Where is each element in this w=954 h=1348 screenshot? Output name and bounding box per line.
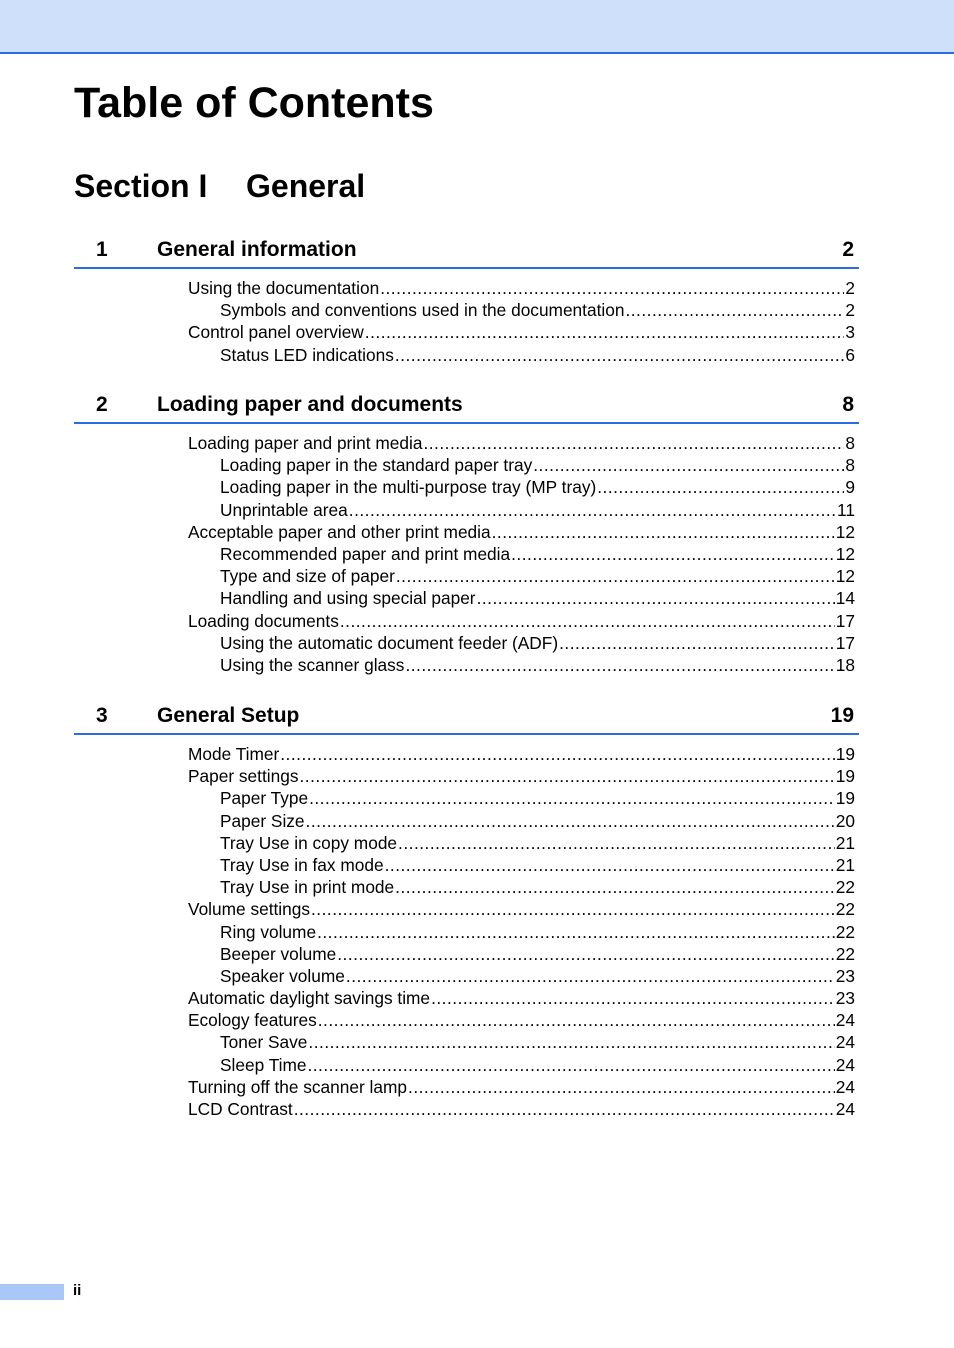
toc-subentry[interactable] <box>188 943 855 965</box>
toc-subentry[interactable] <box>188 632 855 654</box>
chapter-2 <box>74 388 859 675</box>
dot-leader <box>340 610 835 632</box>
toc-entry-page-number: 12 <box>835 566 855 587</box>
toc-subentry[interactable] <box>188 1054 855 1076</box>
toc-subentry[interactable] <box>188 854 855 876</box>
toc-entry-page-number: 21 <box>835 854 855 875</box>
toc-entry-list <box>188 432 855 676</box>
toc-entry-label: Ecology features <box>188 1010 317 1031</box>
dot-leader <box>346 965 835 987</box>
toc-subentry[interactable] <box>188 876 855 898</box>
dot-leader <box>492 521 835 543</box>
toc-subentry[interactable] <box>188 787 855 809</box>
chapter-page-number: 8 <box>842 393 854 416</box>
chapter-title: General Setup <box>157 704 300 727</box>
toc-entry-list <box>188 277 855 366</box>
toc-entry-page-number: 23 <box>835 965 855 986</box>
toc-entry-label: Control panel overview <box>188 322 364 343</box>
toc-entry[interactable] <box>188 521 855 543</box>
section-title: General <box>246 168 366 204</box>
dot-leader <box>318 1009 835 1031</box>
toc-entry-label: Volume settings <box>188 899 310 920</box>
page-title: Table of Contents <box>74 79 434 127</box>
toc-subentry[interactable] <box>188 299 855 321</box>
toc-subentry[interactable] <box>188 344 855 366</box>
dot-leader <box>311 898 835 920</box>
dot-leader <box>299 765 834 787</box>
dot-leader <box>306 810 835 832</box>
header-band <box>0 0 954 54</box>
toc-entry-label: Type and size of paper <box>220 566 395 587</box>
toc-entry[interactable] <box>188 898 855 920</box>
dot-leader <box>395 876 835 898</box>
toc-entry-label: Mode Timer <box>188 744 280 764</box>
toc-subentry[interactable] <box>188 587 855 609</box>
chapter-title: Loading paper and documents <box>157 393 463 416</box>
section-heading <box>74 166 365 206</box>
toc-entry-page-number: 18 <box>835 654 855 675</box>
toc-entry-page-number: 2 <box>845 278 855 298</box>
toc-subentry[interactable] <box>188 810 855 832</box>
chapter-heading[interactable] <box>74 388 859 424</box>
chapter-heading[interactable] <box>74 699 859 735</box>
toc-entry-page-number: 12 <box>835 543 855 564</box>
toc-entry-label: Tray Use in fax mode <box>220 854 384 875</box>
chapter-heading[interactable] <box>74 233 859 269</box>
toc-entry-label: Loading documents <box>188 610 339 631</box>
toc-entry-label: Status LED indications <box>220 344 394 365</box>
toc-subentry[interactable] <box>188 543 855 565</box>
dot-leader <box>309 787 835 809</box>
toc-entry[interactable] <box>188 1009 855 1031</box>
toc-entry-label: Recommended paper and print media <box>220 543 511 564</box>
toc-entry-label: Beeper volume <box>220 943 337 964</box>
toc-entry[interactable] <box>188 1098 855 1120</box>
toc-entry[interactable] <box>188 321 855 343</box>
toc-entry-page-number: 9 <box>845 477 855 498</box>
toc-entry-page-number: 19 <box>835 788 855 809</box>
dot-leader <box>533 454 844 476</box>
toc-entry-page-number: 24 <box>835 1010 855 1031</box>
toc-entry-label: Paper Type <box>220 788 309 809</box>
dot-leader <box>625 299 844 321</box>
toc-entry-label: Loading paper in the multi-purpose tray (MP tray) <box>220 477 597 498</box>
dot-leader <box>559 632 835 654</box>
toc-entry[interactable] <box>188 610 855 632</box>
toc-entry-page-number: 19 <box>835 766 855 787</box>
toc-entry-label: Paper Size <box>220 810 305 831</box>
toc-entry-label: Turning off the scanner lamp <box>188 1076 408 1097</box>
dot-leader <box>308 1031 834 1053</box>
toc-entry-label: Using the documentation <box>188 278 380 298</box>
dot-leader <box>396 565 835 587</box>
toc-subentry[interactable] <box>188 454 855 476</box>
toc-entry-page-number: 19 <box>835 744 855 764</box>
dot-leader <box>597 476 844 498</box>
toc-subentry[interactable] <box>188 499 855 521</box>
dot-leader <box>511 543 835 565</box>
dot-leader <box>317 921 835 943</box>
toc-entry-page-number: 22 <box>835 943 855 964</box>
toc-entry-label: Toner Save <box>220 1032 308 1053</box>
toc-entry[interactable] <box>188 277 855 299</box>
toc-entry-label: Sleep Time <box>220 1054 307 1075</box>
footer-tab <box>0 1284 64 1300</box>
toc-entry-page-number: 2 <box>845 300 855 321</box>
dot-leader <box>349 499 836 521</box>
toc-entry-page-number: 17 <box>835 610 855 631</box>
chapter-number: 3 <box>96 704 108 727</box>
toc-entry-label: Tray Use in copy mode <box>220 832 398 853</box>
toc-entry[interactable] <box>188 743 855 765</box>
dot-leader <box>280 743 835 765</box>
toc-subentry[interactable] <box>188 832 855 854</box>
toc-entry-list <box>188 743 855 1120</box>
toc-subentry[interactable] <box>188 965 855 987</box>
toc-entry-label: Acceptable paper and other print media <box>188 521 491 542</box>
toc-entry-label: Automatic daylight savings time <box>188 988 431 1009</box>
toc-entry-page-number: 21 <box>835 832 855 853</box>
dot-leader <box>395 344 845 366</box>
toc-entry-label: Using the automatic document feeder (ADF) <box>220 632 559 653</box>
dot-leader <box>294 1098 835 1120</box>
toc-entry-label: Loading paper and print media <box>188 433 423 453</box>
toc-subentry[interactable] <box>188 921 855 943</box>
toc-entry-label: Tray Use in print mode <box>220 877 395 898</box>
toc-entry-label: Ring volume <box>220 921 317 942</box>
toc-entry-label: Using the scanner glass <box>220 654 405 675</box>
toc-entry-page-number: 11 <box>837 499 855 520</box>
chapter-3 <box>74 699 859 1119</box>
toc-entry-label: Loading paper in the standard paper tray <box>220 455 533 476</box>
toc-entry-page-number: 17 <box>835 632 855 653</box>
toc-subentry[interactable] <box>188 654 855 676</box>
dot-leader <box>385 854 835 876</box>
toc-entry[interactable] <box>188 1076 855 1098</box>
toc-entry-page-number: 8 <box>845 433 855 453</box>
chapter-1 <box>74 233 859 365</box>
dot-leader <box>365 321 845 343</box>
toc-subentry[interactable] <box>188 565 855 587</box>
toc-entry-label: Paper settings <box>188 766 299 787</box>
dot-leader <box>398 832 835 854</box>
toc-entry-page-number: 14 <box>835 588 855 609</box>
dot-leader <box>380 277 844 299</box>
toc-entry-page-number: 24 <box>835 1099 855 1119</box>
toc-entry-page-number: 12 <box>835 521 855 542</box>
toc-entry[interactable] <box>188 987 855 1009</box>
toc-entry-label: Unprintable area <box>220 499 348 520</box>
toc-entry-page-number: 23 <box>835 988 855 1009</box>
toc-entry-page-number: 22 <box>835 899 855 920</box>
toc-entry-page-number: 24 <box>835 1054 855 1075</box>
toc-entry-label: Handling and using special paper <box>220 588 476 609</box>
toc-entry-page-number: 8 <box>845 455 855 476</box>
chapter-number: 2 <box>96 393 108 416</box>
toc-entry[interactable] <box>188 765 855 787</box>
dot-leader <box>408 1076 835 1098</box>
toc-entry-page-number: 22 <box>835 877 855 898</box>
toc-entry-label: LCD Contrast <box>188 1099 293 1119</box>
chapter-page-number: 2 <box>842 238 854 261</box>
toc-entry-page-number: 22 <box>835 921 855 942</box>
toc-entry-page-number: 20 <box>835 810 855 831</box>
toc-subentry[interactable] <box>188 476 855 498</box>
dot-leader <box>423 432 844 454</box>
dot-leader <box>405 654 834 676</box>
toc-entry-label: Symbols and conventions used in the documentation <box>220 300 625 321</box>
dot-leader <box>477 587 835 609</box>
footer-page-number: ii <box>73 1282 82 1299</box>
toc-entry-label: Speaker volume <box>220 965 345 986</box>
chapter-number: 1 <box>96 238 108 261</box>
chapter-title: General information <box>157 238 357 261</box>
dot-leader <box>337 943 835 965</box>
toc-entry-page-number: 24 <box>835 1032 855 1053</box>
toc-entry-page-number: 6 <box>845 344 855 365</box>
toc-entry-page-number: 24 <box>835 1076 855 1097</box>
toc-entry[interactable] <box>188 432 855 454</box>
toc-subentry[interactable] <box>188 1031 855 1053</box>
toc-entry-page-number: 3 <box>845 322 855 343</box>
dot-leader <box>431 987 835 1009</box>
section-number: Section I <box>74 168 208 204</box>
chapter-page-number: 19 <box>830 704 854 727</box>
dot-leader <box>307 1054 834 1076</box>
